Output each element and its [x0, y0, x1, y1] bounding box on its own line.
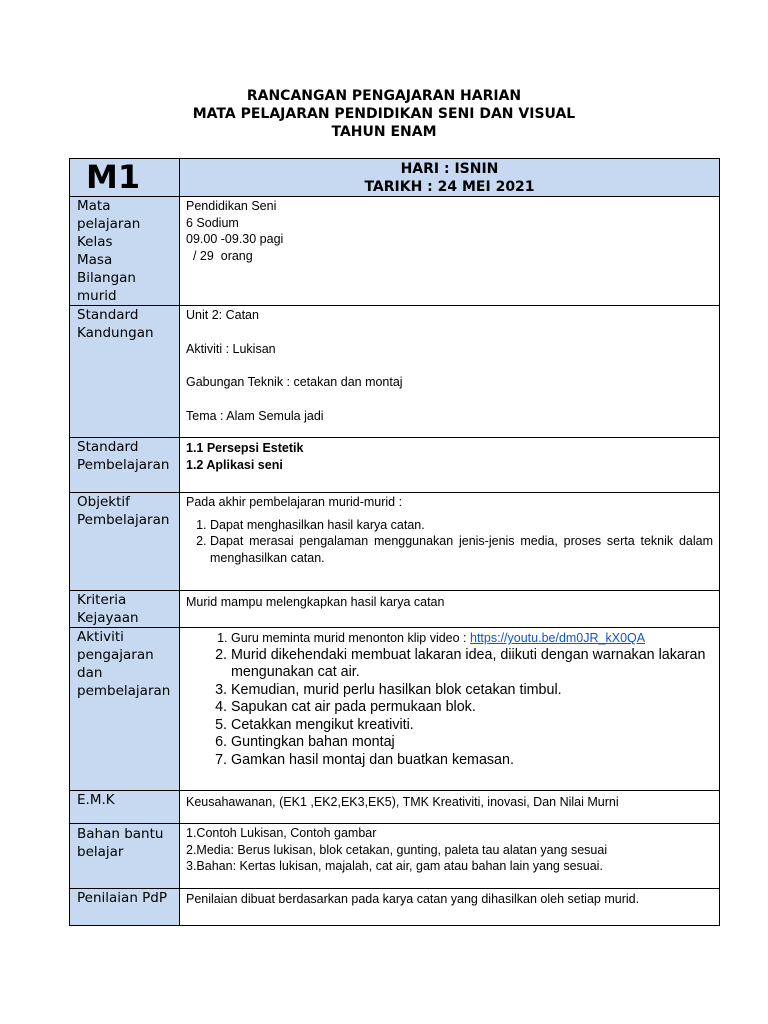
list-item: 3. Kemudian, murid perlu hasilkan blok cetakan timbul. — [231, 682, 713, 700]
standard-pembelajaran-row — [70, 438, 720, 493]
list-item: 7. Gamkan hasil montaj dan buatkan kemasan. — [231, 752, 713, 770]
bahan-content — [180, 824, 720, 889]
aktiviti-label: Aktiviti pengajaran dan pembelajaran — [70, 628, 180, 791]
title-line-3: TAHUN ENAM — [331, 124, 437, 140]
objektif-label: Objektif Pembelajaran — [70, 493, 180, 591]
bahan-line-3: 3.Bahan: Kertas lukisan, majalah, cat air, gam atau bahan lain yang sesuai. — [186, 859, 603, 873]
lesson-plan-table — [69, 158, 720, 926]
list-item: 2. Murid dikehendaki membuat lakaran idea, diikuti dengan warnakan lakaran mengunakan cat air. — [231, 647, 713, 682]
emk-row — [70, 791, 720, 824]
info-row — [70, 197, 720, 306]
info-labels — [70, 197, 180, 306]
sp-line-1: 1.1 Persepsi Estetik — [186, 441, 304, 455]
objektif-row — [70, 493, 720, 591]
unit-line: Unit 2: Catan — [186, 308, 259, 322]
lesson-code: M1 — [70, 159, 180, 197]
value-student-count: / 29 orang — [186, 248, 253, 263]
document-title-block — [0, 87, 768, 141]
list-item: 5. Cetakkan mengikut kreativiti. — [231, 717, 713, 735]
title-line-1: RANCANGAN PENGAJARAN HARIAN — [246, 88, 522, 104]
aktiviti-row — [70, 628, 720, 791]
objektif-intro: Pada akhir pembelajaran murid-murid : — [186, 495, 403, 509]
kriteria-label: Kriteria Kejayaan — [70, 591, 180, 628]
label-mata-pelajaran: Mata pelajaran — [77, 198, 141, 232]
label-masa: Masa — [77, 252, 113, 268]
aktiviti-content — [180, 628, 720, 791]
info-values — [180, 197, 720, 306]
emk-content: Keusahawanan, (EK1 ,EK2,EK3,EK5), TMK Kreativiti, inovasi, Dan Nilai Murni — [180, 791, 720, 824]
video-link[interactable]: https://youtu.be/dm0JR_kX0QA — [470, 631, 646, 645]
value-subject: Pendidikan Seni — [186, 199, 277, 213]
penilaian-label: Penilaian PdP — [70, 889, 180, 926]
penilaian-content: Penilaian dibuat berdasarkan pada karya catan yang dihasilkan oleh setiap murid. — [180, 889, 720, 926]
list-item — [231, 630, 713, 647]
value-time: 09.00 -09.30 pagi — [186, 232, 284, 246]
standard-kandungan-label: Standard Kandungan — [70, 306, 180, 438]
list-item: 6. Guntingkan bahan montaj — [231, 734, 713, 752]
bahan-line-1: 1.Contoh Lukisan, Contoh gambar — [186, 826, 377, 840]
list-item: 4. Sapukan cat air pada permukaan blok. — [231, 699, 713, 717]
tema-line: Tema : Alam Semula jadi — [186, 408, 324, 423]
standard-kandungan-row — [70, 306, 720, 438]
objektif-list — [186, 517, 713, 567]
kriteria-content: Murid mampu melengkapkan hasil karya catan — [180, 591, 720, 628]
list-item: 2. Dapat merasai pengalaman menggunakan jenis-jenis media, proses serta teknik dalam menghasilkan catan. — [210, 533, 713, 566]
penilaian-row — [70, 889, 720, 926]
aktiviti-item-text: Guru meminta murid menonton klip video : — [231, 631, 470, 645]
day-label: HARI : ISNIN — [400, 161, 499, 177]
bahan-label: Bahan bantu belajar — [70, 824, 180, 889]
bahan-line-2: 2.Media: Berus lukisan, blok cetakan, gunting, paleta tau alatan yang sesuai — [186, 842, 608, 857]
value-class: 6 Sodium — [186, 215, 239, 230]
aktiviti-list — [186, 630, 713, 769]
date-label: TARIKH : 24 MEI 2021 — [364, 179, 535, 195]
teknik-line: Gabungan Teknik : cetakan dan montaj — [186, 375, 403, 389]
sp-line-2: 1.2 Aplikasi seni — [186, 457, 283, 472]
emk-label: E.M.K — [70, 791, 180, 824]
kriteria-row — [70, 591, 720, 628]
objektif-content — [180, 493, 720, 591]
header-row — [70, 159, 720, 197]
list-item: 1. Dapat menghasilkan hasil karya catan. — [210, 517, 713, 534]
title-line-2: MATA PELAJARAN PENDIDIKAN SENI DAN VISUAL — [192, 106, 576, 122]
label-kelas: Kelas — [77, 234, 113, 250]
standard-pembelajaran-content — [180, 438, 720, 493]
label-bilangan-murid: Bilangan murid — [77, 270, 136, 304]
bahan-row — [70, 824, 720, 889]
standard-pembelajaran-label: Standard Pembelajaran — [70, 438, 180, 493]
aktiviti-line: Aktiviti : Lukisan — [186, 341, 276, 356]
day-date-cell — [180, 159, 720, 197]
standard-kandungan-content — [180, 306, 720, 438]
